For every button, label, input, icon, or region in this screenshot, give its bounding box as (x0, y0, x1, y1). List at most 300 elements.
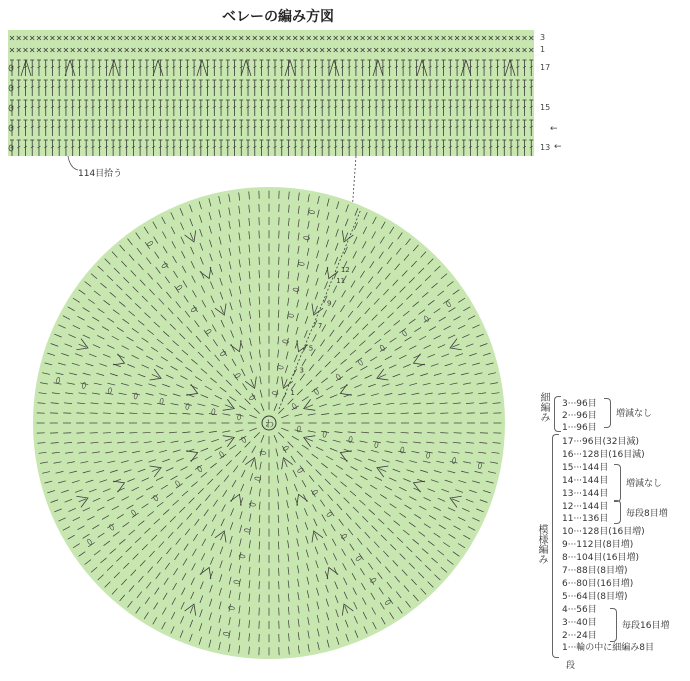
band-dc-stitch (192, 100, 196, 116)
band-dc-stitch (239, 140, 243, 156)
band-dc-stitch (145, 140, 149, 156)
band-dc-stitch (408, 80, 412, 96)
band-sc-stitch (509, 36, 513, 40)
band-dc-stitch (502, 100, 506, 116)
band-sc-stitch (219, 48, 223, 52)
band-dc-stitch (347, 100, 351, 116)
band-sc-stitch (529, 48, 533, 52)
band-dc-stitch (455, 120, 459, 136)
band-sc-stitch (340, 36, 344, 40)
band-row-number: 15 (540, 103, 551, 112)
band-dc-stitch (496, 80, 500, 96)
band-sc-stitch (415, 48, 419, 52)
band-dc-stitch (30, 120, 34, 136)
pattern-row: 6···80目(16目増) (562, 578, 634, 589)
band-dc-stitch (455, 140, 459, 156)
edging-row: 2···96目 (562, 411, 597, 421)
band-dc-stitch (354, 120, 358, 136)
band-dc-stitch (57, 60, 61, 76)
band-dc-stitch (111, 120, 115, 136)
band-sc-stitch (246, 48, 250, 52)
band-dc-stitch (300, 140, 304, 156)
band-dc-stitch (367, 60, 371, 76)
band-sc-stitch (340, 48, 344, 52)
band-dc-stitch (138, 120, 142, 136)
band-dc-stitch (50, 80, 54, 96)
band-dc-stitch (199, 140, 203, 156)
band-dc-stitch (165, 100, 169, 116)
band-dc-stitch (246, 80, 250, 96)
band-sc-stitch (84, 36, 88, 40)
band-dc-stitch (280, 60, 284, 76)
band-dc-stitch (219, 120, 223, 136)
band-dc-stitch (421, 100, 425, 116)
band-dc-stitch (44, 140, 48, 156)
band-sc-stitch (496, 36, 500, 40)
band-dc-stitch (421, 140, 425, 156)
band-dc-stitch (253, 80, 257, 96)
band-dc-stitch (475, 60, 479, 76)
band-sc-stitch (185, 36, 189, 40)
band-dc-stitch (239, 100, 243, 116)
band-dc-stitch (219, 80, 223, 96)
band-sc-stitch (64, 36, 68, 40)
band-dc-stitch (334, 60, 338, 76)
band-dc-stitch (435, 140, 439, 156)
band-sc-stitch (64, 48, 68, 52)
band-dc-stitch (280, 80, 284, 96)
note-inc16: 毎段16目増 (622, 621, 670, 631)
band-sc-stitch (502, 48, 506, 52)
band-sc-stitch (37, 36, 41, 40)
band-dc-stitch (37, 60, 41, 76)
band-dc-stitch (185, 100, 189, 116)
pattern-row: 3···40目 (562, 617, 597, 628)
band-sc-stitch (253, 36, 257, 40)
band-dc-stitch (266, 100, 270, 116)
band-dc-stitch (354, 140, 358, 156)
note-inc8: 毎段8目増 (626, 509, 668, 519)
band-dc-stitch (455, 60, 459, 76)
band-sc-stitch (273, 48, 277, 52)
band-dc-stitch (172, 100, 176, 116)
band-dc-stitch (448, 60, 452, 76)
band-dc-stitch (179, 60, 183, 76)
band-sc-stitch (442, 48, 446, 52)
band-dc-stitch (138, 60, 142, 76)
band-dc-stitch (57, 80, 61, 96)
band-dc-stitch (165, 80, 169, 96)
band-dc-stitch (293, 60, 297, 76)
round-number: 1 (290, 389, 295, 398)
band-dc-stitch (131, 80, 135, 96)
band-dc-stitch (442, 100, 446, 116)
band-dc-stitch (475, 100, 479, 116)
band-dc-stitch (138, 140, 142, 156)
band-dc-stitch (131, 140, 135, 156)
band-dc-stitch (91, 120, 95, 136)
band-dc-stitch (233, 60, 237, 76)
band-sc-stitch (172, 48, 176, 52)
band-dc-stitch (145, 100, 149, 116)
band-sc-stitch (307, 48, 311, 52)
band-dc-stitch (475, 140, 479, 156)
band-sc-stitch (131, 48, 135, 52)
band-dc-stitch (293, 120, 297, 136)
band-dc-stitch (374, 120, 378, 136)
band-sc-stitch (489, 36, 493, 40)
band-dc-stitch (44, 60, 48, 76)
band-dc-stitch (118, 140, 122, 156)
band-dc-stitch (340, 80, 344, 96)
band-dc-stitch (354, 60, 358, 76)
band-sc-stitch (502, 36, 506, 40)
band-dc-stitch (469, 80, 473, 96)
band-sc-stitch (233, 36, 237, 40)
band-sc-stitch (415, 36, 419, 40)
band-fan (285, 60, 295, 76)
band-dc-stitch (469, 140, 473, 156)
band-sc-stitch (138, 36, 142, 40)
band-dc-stitch (374, 140, 378, 156)
band-dc-stitch (84, 140, 88, 156)
pattern-row: 14···144目 (562, 475, 609, 486)
band-dc-stitch (206, 100, 210, 116)
band-dc-stitch (206, 80, 210, 96)
crown-chart (30, 186, 510, 670)
band-dc-stitch (266, 60, 270, 76)
band-dc-stitch (523, 60, 527, 76)
band-dc-stitch (84, 100, 88, 116)
band-sc-stitch (354, 36, 358, 40)
band-dc-stitch (489, 140, 493, 156)
band-dc-stitch (320, 120, 324, 136)
band-dc-stitch (340, 120, 344, 136)
band-dc-stitch (192, 140, 196, 156)
band-sc-stitch (219, 36, 223, 40)
band-dc-stitch (401, 120, 405, 136)
band-dc-stitch (300, 60, 304, 76)
band-dc-stitch (482, 120, 486, 136)
band-sc-stitch (469, 48, 473, 52)
band-dc-stitch (71, 100, 75, 116)
band-dc-stitch (442, 60, 446, 76)
band-dc-stitch (401, 140, 405, 156)
band-arrow-13: ← (554, 142, 562, 152)
band-sc-stitch (489, 48, 493, 52)
band-dc-stitch (273, 60, 277, 76)
band-dc-stitch (145, 120, 149, 136)
band-sc-stitch (77, 36, 81, 40)
band-sc-stitch (44, 48, 48, 52)
band-dc-stitch (253, 140, 257, 156)
magic-ring-label: わ (265, 420, 275, 430)
band-dc-stitch (428, 140, 432, 156)
edging-brace (554, 396, 561, 432)
band-dc-stitch (340, 140, 344, 156)
band-dc-stitch (442, 140, 446, 156)
band-sc-stitch (401, 36, 405, 40)
band-fan (241, 60, 251, 76)
band-sc-stitch (260, 48, 264, 52)
band-dc-stitch (462, 80, 466, 96)
band-dc-stitch (125, 120, 129, 136)
band-sc-stitch (435, 48, 439, 52)
band-sc-stitch (394, 36, 398, 40)
band-dc-stitch (448, 100, 452, 116)
band-sc-stitch (300, 48, 304, 52)
band-dc-stitch (327, 60, 331, 76)
band-dc-stitch (401, 80, 405, 96)
band-dc-stitch (192, 60, 196, 76)
band-fan (197, 60, 207, 76)
band-dc-stitch (489, 100, 493, 116)
band-dc-stitch (206, 120, 210, 136)
band-dc-stitch (219, 140, 223, 156)
band-arrow-15: ← (550, 124, 558, 134)
band-dc-stitch (523, 140, 527, 156)
band-dc-stitch (394, 80, 398, 96)
band-dc-stitch (388, 80, 392, 96)
band-dc-stitch (44, 100, 48, 116)
band-sc-stitch (367, 36, 371, 40)
band-sc-stitch (212, 48, 216, 52)
band-dc-stitch (50, 120, 54, 136)
band-dc-stitch (496, 120, 500, 136)
band-sc-stitch (152, 48, 156, 52)
band-dc-stitch (516, 80, 520, 96)
band-dc-stitch (233, 100, 237, 116)
band-sc-stitch (71, 36, 75, 40)
band-dc-stitch (286, 140, 290, 156)
band-sc-stitch (280, 48, 284, 52)
band-dc-stitch (313, 60, 317, 76)
pattern-row: 16···128目(16目減) (562, 449, 645, 460)
band-dc-stitch (192, 120, 196, 136)
band-dc-stitch (226, 100, 230, 116)
band-row-number: 17 (540, 63, 551, 72)
band-dc-stitch (388, 120, 392, 136)
band-row-number: 1 (540, 45, 546, 54)
band-dc-stitch (394, 140, 398, 156)
band-sc-stitch (30, 48, 34, 52)
band-fan (329, 60, 339, 76)
band-dc-stitch (152, 120, 156, 136)
band-sc-stitch (57, 36, 61, 40)
edging-row: 1···96目 (562, 423, 597, 433)
band-dc-stitch (64, 140, 68, 156)
band-dc-stitch (158, 80, 162, 96)
band-dc-stitch (307, 60, 311, 76)
round-number: 5 (308, 344, 314, 353)
page-title: ベレーの編み方図 (222, 9, 334, 25)
band-dc-stitch (118, 100, 122, 116)
band-dc-stitch (239, 80, 243, 96)
band-dc-stitch (374, 100, 378, 116)
band-dc-stitch (307, 100, 311, 116)
inc16-brace (610, 608, 617, 642)
pickup-label: 114目拾う (78, 169, 123, 179)
band-sc-stitch (165, 36, 169, 40)
band-dc-stitch (273, 80, 277, 96)
band-fan (109, 60, 119, 76)
band-sc-stitch (455, 36, 459, 40)
band-dc-stitch (152, 100, 156, 116)
band-sc-stitch (44, 36, 48, 40)
edging-row: 3···96目 (562, 399, 597, 409)
band-sc-stitch (57, 48, 61, 52)
band-dc-stitch (354, 100, 358, 116)
band-dc-stitch (347, 120, 351, 136)
band-dc-stitch (455, 80, 459, 96)
band-dc-stitch (172, 60, 176, 76)
band-sc-stitch (374, 48, 378, 52)
band-dc-stitch (367, 80, 371, 96)
band-dc-stitch (111, 100, 115, 116)
band-dc-stitch (37, 80, 41, 96)
band-dc-stitch (313, 80, 317, 96)
band-dc-stitch (57, 120, 61, 136)
band-dc-stitch (84, 60, 88, 76)
band-dc-stitch (199, 120, 203, 136)
band-dc-stitch (286, 80, 290, 96)
band-dc-stitch (179, 100, 183, 116)
band-dc-stitch (77, 60, 81, 76)
band-dc-stitch (381, 120, 385, 136)
edging-note-brace (604, 398, 611, 428)
band-dc-stitch (44, 80, 48, 96)
band-dc-stitch (347, 80, 351, 96)
band-dc-stitch (219, 60, 223, 76)
band-dc-stitch (428, 120, 432, 136)
band-sc-stitch (125, 48, 129, 52)
band-dc-stitch (246, 120, 250, 136)
band-sc-stitch (347, 36, 351, 40)
band-sc-stitch (30, 36, 34, 40)
band-sc-stitch (455, 48, 459, 52)
band-dc-stitch (37, 140, 41, 156)
band-dc-stitch (307, 80, 311, 96)
band-dc-stitch (165, 140, 169, 156)
band-dc-stitch (273, 140, 277, 156)
band-dc-stitch (469, 120, 473, 136)
band-sc-stitch (165, 48, 169, 52)
band-dc-stitch (239, 60, 243, 76)
band-sc-stitch (10, 48, 14, 52)
band-dc-stitch (320, 140, 324, 156)
band-sc-stitch (50, 48, 54, 52)
band-sc-stitch (199, 36, 203, 40)
band-sc-stitch (516, 36, 520, 40)
band-dc-stitch (327, 120, 331, 136)
band-dc-stitch (98, 80, 102, 96)
band-sc-stitch (523, 48, 527, 52)
band-sc-stitch (293, 36, 297, 40)
band-dc-stitch (293, 80, 297, 96)
band-dc-stitch (10, 100, 14, 116)
band-sc-stitch (367, 48, 371, 52)
band-dc-stitch (340, 60, 344, 76)
band-dc-stitch (516, 140, 520, 156)
band-dc-stitch (334, 120, 338, 136)
band-sc-stitch (98, 48, 102, 52)
band-dc-stitch (57, 140, 61, 156)
round-number: 7 (317, 321, 323, 330)
band-dc-stitch (408, 120, 412, 136)
band-sc-stitch (111, 48, 115, 52)
band-dc-stitch (347, 60, 351, 76)
band-dc-stitch (104, 80, 108, 96)
inc8-brace (614, 500, 621, 524)
band-dc-stitch (354, 80, 358, 96)
band-sc-stitch (482, 48, 486, 52)
band-dc-stitch (381, 60, 385, 76)
band-dc-stitch (192, 80, 196, 96)
band-dc-stitch (273, 100, 277, 116)
band-dc-stitch (233, 80, 237, 96)
band-dc-stitch (361, 100, 365, 116)
band-dc-stitch (64, 80, 68, 96)
band-dc-stitch (50, 100, 54, 116)
band-dc-stitch (509, 100, 513, 116)
band-dc-stitch (381, 80, 385, 96)
band-sc-stitch (185, 48, 189, 52)
band-sc-stitch (334, 48, 338, 52)
band-dc-stitch (98, 100, 102, 116)
band-dc-stitch (442, 120, 446, 136)
band-dc-stitch (334, 80, 338, 96)
band-dc-stitch (428, 80, 432, 96)
band-dc-stitch (131, 100, 135, 116)
band-dc-stitch (327, 100, 331, 116)
band-sc-stitch (496, 48, 500, 52)
band-sc-stitch (361, 48, 365, 52)
band-dc-stitch (509, 140, 513, 156)
band-dc-stitch (496, 60, 500, 76)
band-dc-stitch (77, 140, 81, 156)
band-dc-stitch (10, 60, 14, 76)
band-dc-stitch (37, 120, 41, 136)
note-no-change: 増減なし (626, 479, 663, 489)
band-dc-stitch (77, 100, 81, 116)
band-dc-stitch (246, 140, 250, 156)
band-sc-stitch (206, 36, 210, 40)
band-dc-stitch (401, 60, 405, 76)
band-row-number: 13 (540, 143, 551, 152)
band-sc-stitch (91, 48, 95, 52)
band-dc-stitch (482, 140, 486, 156)
band-dc-stitch (381, 140, 385, 156)
band-dc-stitch (152, 140, 156, 156)
edging-label: 細編み (538, 392, 549, 422)
band-sc-stitch (280, 36, 284, 40)
band-dc-stitch (239, 120, 243, 136)
band-sc-stitch (226, 48, 230, 52)
band-sc-stitch (206, 48, 210, 52)
band-dc-stitch (233, 120, 237, 136)
band-dc-stitch (71, 80, 75, 96)
band-dc-stitch (367, 140, 371, 156)
band-dc-stitch (212, 80, 216, 96)
band-dc-stitch (165, 60, 169, 76)
band-dc-stitch (17, 120, 21, 136)
band-dc-stitch (185, 140, 189, 156)
band-dc-stitch (84, 80, 88, 96)
band-dc-stitch (199, 100, 203, 116)
band-sc-stitch (381, 48, 385, 52)
band-sc-stitch (98, 36, 102, 40)
band-dc-stitch (260, 80, 264, 96)
